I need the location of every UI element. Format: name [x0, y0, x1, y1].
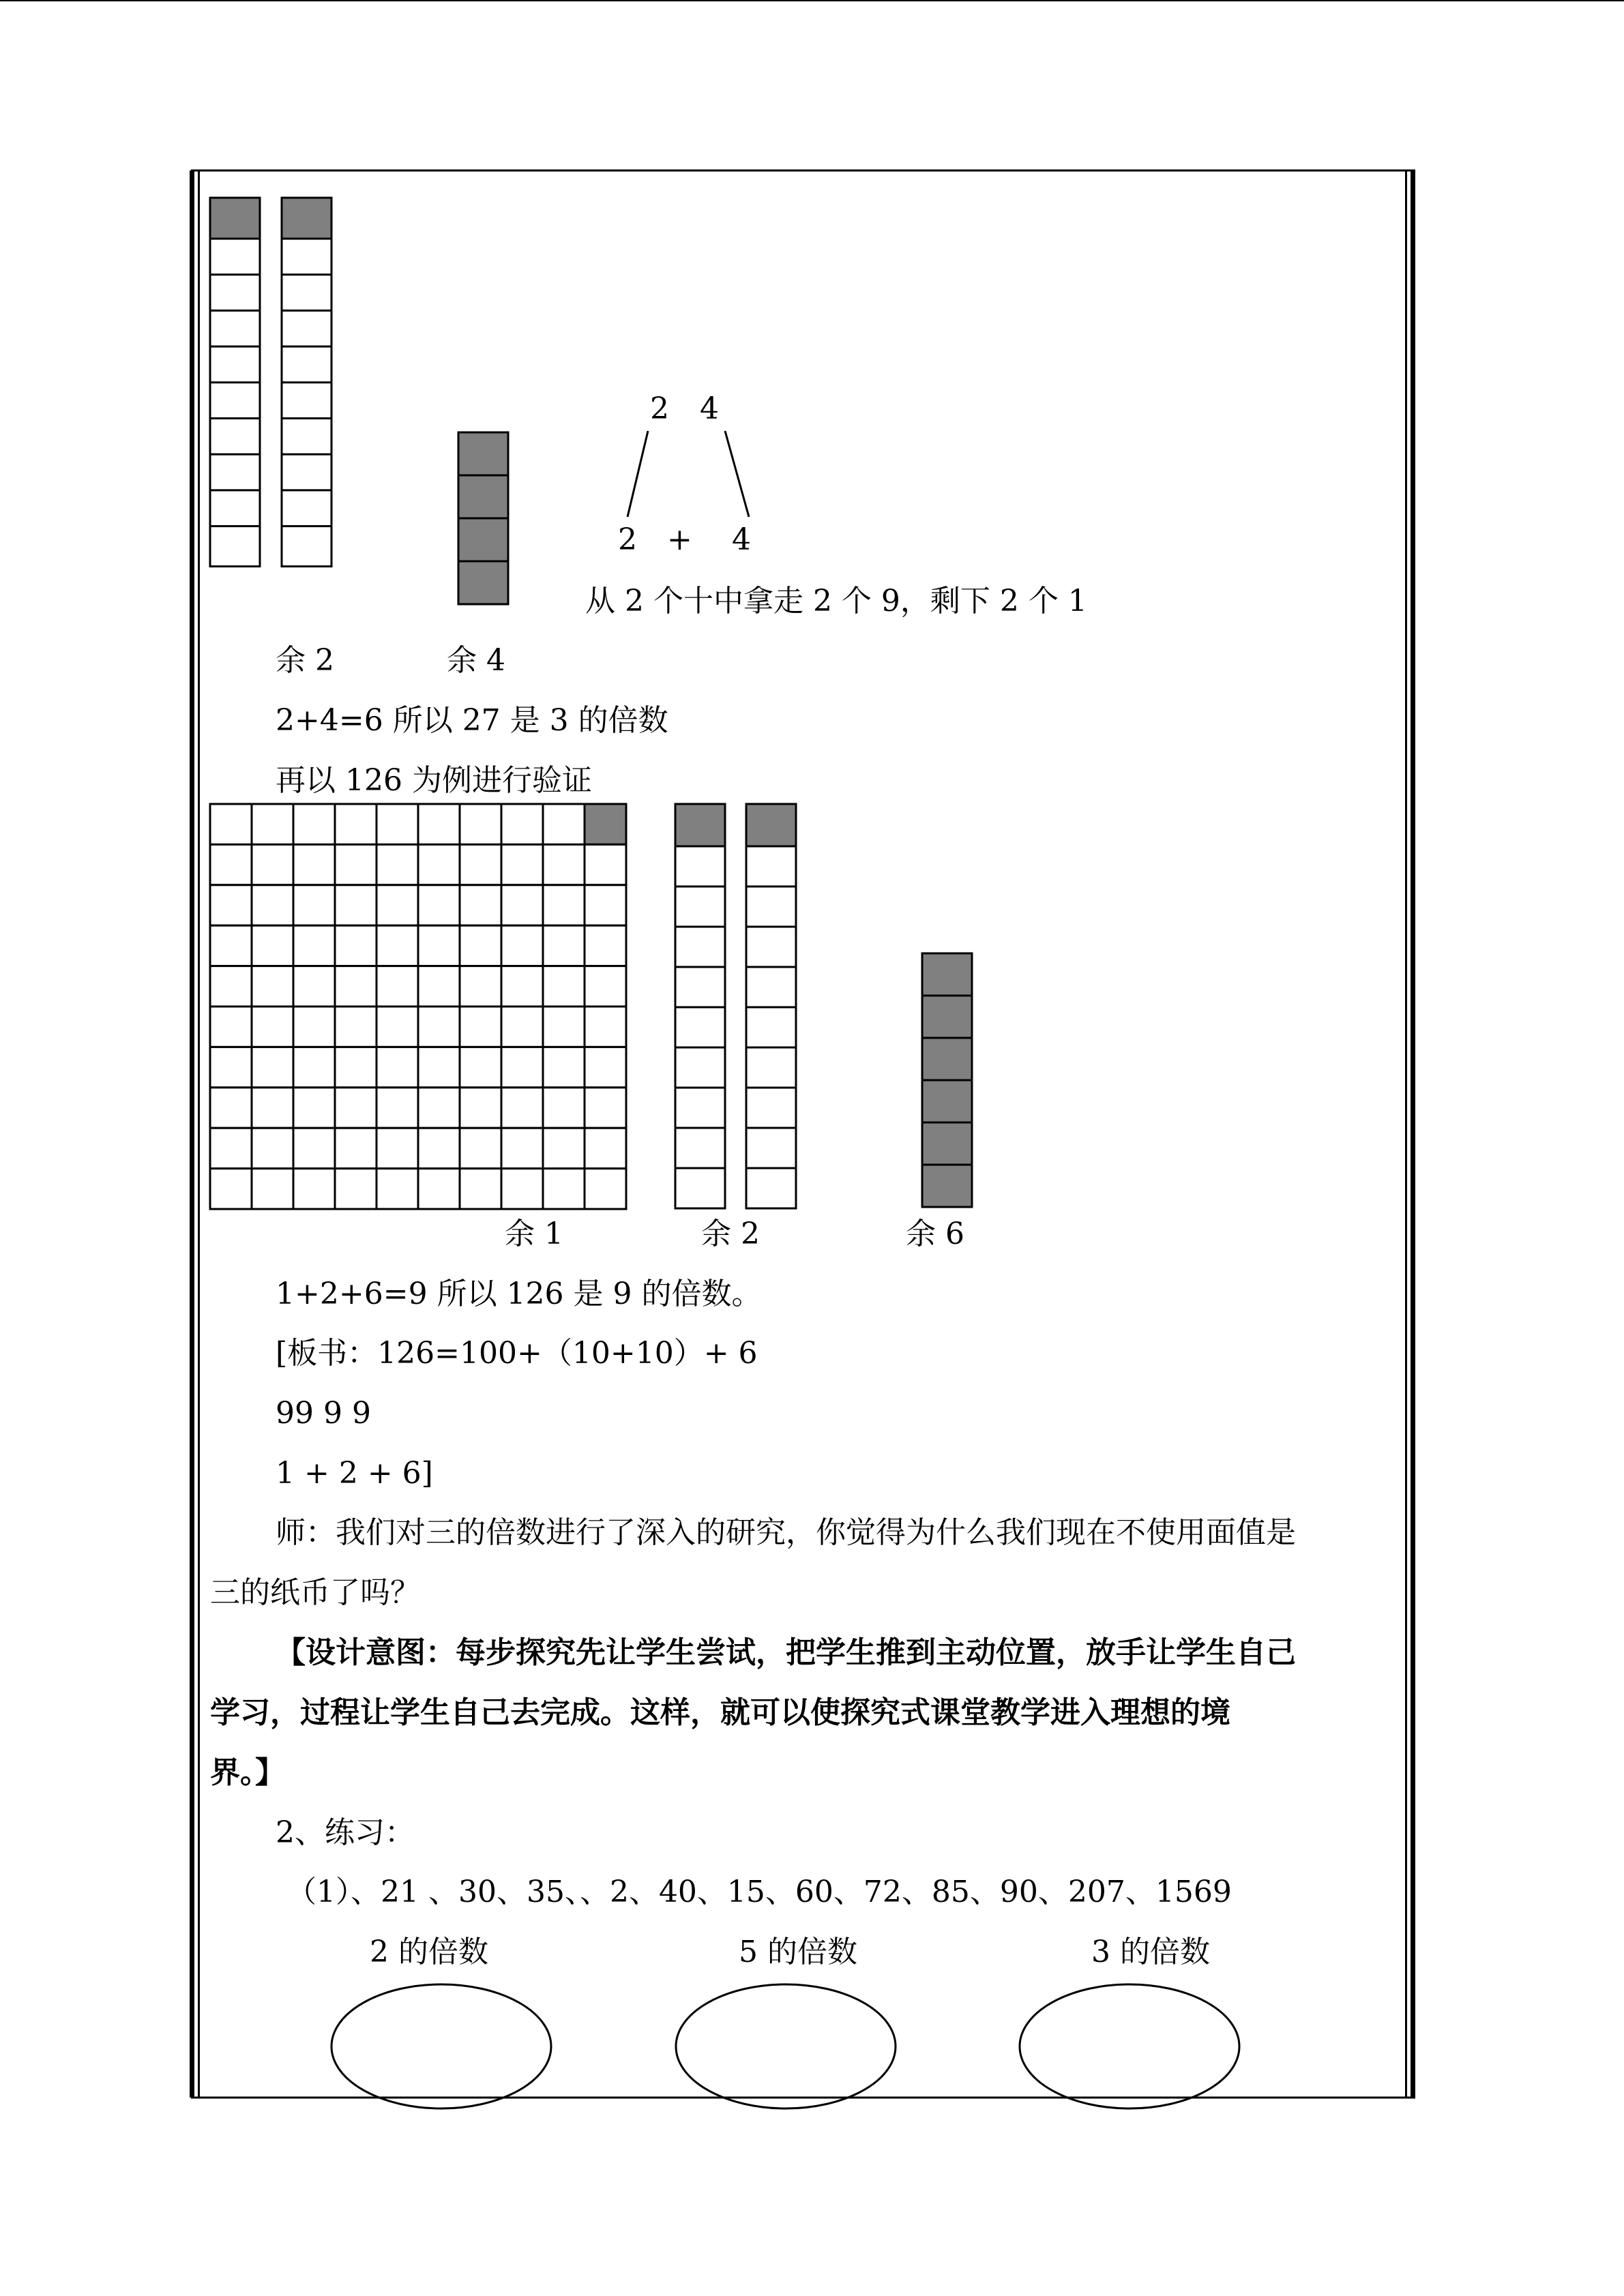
- board-line-3: 1 + 2 + 6]: [276, 1456, 433, 1491]
- oval-multiples-of-2[interactable]: [331, 1984, 551, 2108]
- teacher-line-1: 师：我们对三的倍数进行了深入的研究，你觉得为什么我们现在不使用面值是: [276, 1515, 1296, 1550]
- split-plus: +: [667, 522, 692, 557]
- split-caption: 从 2 个十中拿走 2 个 9，剩下 2 个 1: [585, 584, 1087, 618]
- verify-line: 再以 126 为例进行验证: [276, 763, 592, 798]
- design-intent-line-2: 学习，过程让学生自己去完成。这样，就可以使探究式课堂教学进入理想的境: [210, 1695, 1230, 1730]
- design-intent-line-3: 界。】: [210, 1755, 285, 1790]
- label-multiples-of-2: 2 的倍数: [370, 1935, 488, 1969]
- sum-line-27: 2+4=6 所以 27 是 3 的倍数: [276, 703, 668, 738]
- remainder-ones: 余 6: [906, 1217, 964, 1251]
- board-line-2: 99 9 9: [276, 1396, 371, 1431]
- practice-heading: 2、练习：: [276, 1815, 415, 1850]
- label-multiples-of-5: 5 的倍数: [739, 1935, 857, 1969]
- remainder-tens: 余 2: [701, 1217, 760, 1251]
- label-multiples-of-3: 3 的倍数: [1091, 1935, 1210, 1969]
- remainder-hundred: 余 1: [505, 1217, 563, 1251]
- practice-numbers: （1）、21 、30、35、、2、40、15、60、72、85、90、207、1569: [286, 1875, 1232, 1909]
- remainder-left: 余 2: [276, 643, 334, 678]
- remainder-right: 余 4: [447, 643, 505, 678]
- split-bottom-left: 2: [618, 522, 637, 557]
- oval-multiples-of-3[interactable]: [1020, 1984, 1239, 2108]
- split-top-ones: 4: [700, 391, 719, 426]
- design-intent-line-1: 【设计意图：每步探究先让学生尝试，把学生推到主动位置，放手让学生自己: [276, 1635, 1296, 1670]
- split-bottom-right: 4: [732, 522, 751, 557]
- sum-line-126: 1+2+6=9 所以 126 是 9 的倍数。: [276, 1277, 762, 1311]
- board-line-1: [板书：126=100+（10+10）+ 6: [276, 1336, 758, 1371]
- oval-multiples-of-5[interactable]: [676, 1984, 896, 2108]
- teacher-line-2: 三的纸币了吗？: [210, 1575, 420, 1610]
- split-top-tens: 2: [650, 391, 669, 426]
